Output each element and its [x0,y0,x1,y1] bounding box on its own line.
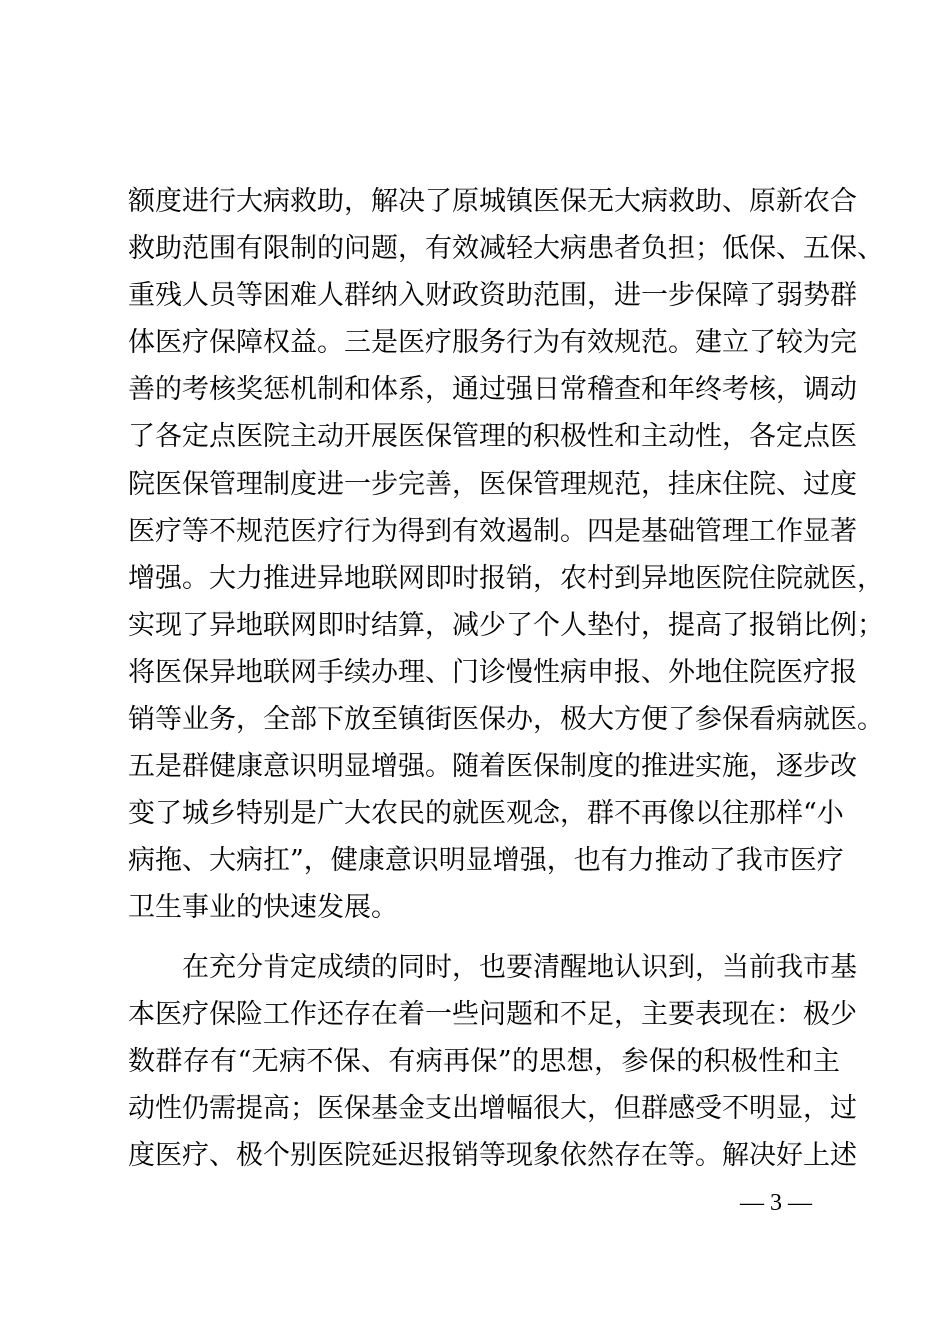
text-line: 增强。大力推进异地联网即时报销，农村到异地医院住院就医， [128,562,884,594]
text-line: 变了城乡特别是广大农民的就医观念，群不再像以往那样“小 [128,798,844,830]
page-number: — 3 — [740,1190,812,1216]
text-line: 重残人员等困难人群纳入财政资助范围，进一步保障了弱势群 [128,280,857,312]
text-line: 数群存有“无病不保、有病再保”的思想，参保的积极性和主 [128,1045,840,1077]
paragraph-gap [128,932,840,944]
text-line: 卫生事业的快速发展。 [128,892,398,924]
text-line: 救助范围有限制的问题，有效减轻大病患者负担；低保、五保、 [128,233,884,265]
text-line: 善的考核奖惩机制和体系，通过强日常稽查和年终考核，调动 [128,374,857,406]
text-line: 本医疗保险工作还存在着一些问题和不足，主要表现在：极少 [128,998,857,1030]
text-line: 实现了异地联网即时结算，减少了个人垫付，提高了报销比例； [128,609,884,641]
text-line: 了各定点医院主动开展医保管理的积极性和主动性，各定点医 [128,421,857,453]
paragraph-1 [128,178,884,932]
text-line: 病拖、大病扛”，健康意识明显增强，也有力推动了我市医疗 [128,845,844,877]
text-line: 体医疗保障权益。三是医疗服务行为有效规范。建立了较为完 [128,327,857,359]
paragraph-2 [128,944,857,1179]
text-line: 医疗等不规范医疗行为得到有效遏制。四是基础管理工作显著 [128,515,857,547]
text-line: 院医保管理制度进一步完善，医保管理规范，挂床住院、过度 [128,468,857,500]
text-line: 五是群健康意识明显增强。随着医保制度的推进实施，逐步改 [128,751,857,783]
text-line: 动性仍需提高；医保基金支出增幅很大，但群感受不明显，过 [128,1092,857,1124]
text-line: 额度进行大病救助，解决了原城镇医保无大病救助、原新农合 [128,186,857,217]
text-line: 将医保异地联网手续办理、门诊慢性病申报、外地住院医疗报 [128,656,857,688]
text-line: 度医疗、极个别医院延迟报销等现象依然存在等。解决好上述 [128,1139,857,1171]
text-line: 在充分肯定成绩的同时，也要清醒地认识到，当前我市基 [182,951,857,983]
body-text [128,178,884,1179]
text-line: 销等业务，全部下放至镇街医保办，极大方便了参保看病就医。 [128,704,884,736]
